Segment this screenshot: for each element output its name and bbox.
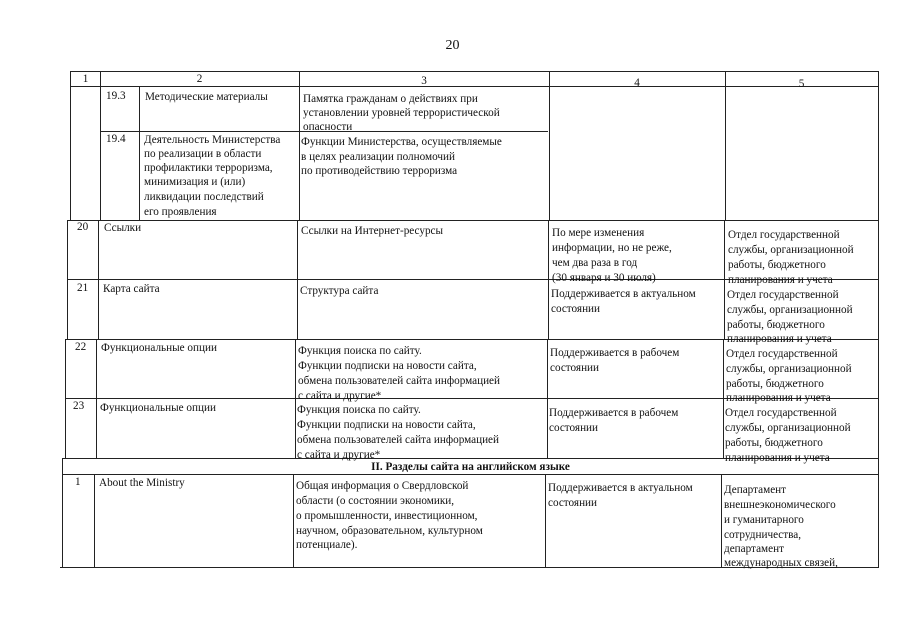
row-number: 22	[75, 341, 87, 353]
row-schedule: Поддерживается в актуальном	[548, 482, 693, 494]
row-responsible: работы, бюджетного	[727, 319, 825, 331]
row-responsible: внешнеэкономического	[724, 499, 836, 511]
column-number: 4	[634, 77, 640, 89]
row-responsible: департамент	[724, 543, 784, 555]
rule-col2	[299, 71, 300, 221]
column-number: 2	[196, 73, 203, 85]
row-number: 1	[75, 476, 81, 488]
rule-col1b	[98, 220, 99, 339]
row-content: потенциале).	[296, 539, 358, 551]
rule-left	[70, 71, 71, 221]
row-responsible: службы, организационной	[725, 422, 851, 434]
row-content: научном, образовательном, культурном	[296, 525, 483, 537]
row-content: Функции подписки на новости сайта,	[297, 419, 476, 431]
row-responsible: Отдел государственной	[728, 229, 840, 241]
rule-20-top	[68, 220, 878, 221]
row-responsible: международных связей,	[724, 557, 838, 569]
row-name: Методические материалы	[145, 91, 268, 103]
row-number: 21	[77, 282, 89, 294]
row-responsible: планирования и учета	[728, 274, 833, 286]
row-content: с сайта и другие*	[297, 449, 381, 461]
rule-col1d	[94, 474, 95, 568]
row-content: Функция поиска по сайту.	[298, 345, 422, 357]
row-name: Деятельность Министерства	[144, 134, 281, 146]
rule-col2b	[297, 220, 298, 339]
row-schedule: состоянии	[549, 422, 599, 434]
row-content: Функции подписки на новости сайта,	[298, 360, 477, 372]
row-schedule: состоянии	[548, 497, 598, 509]
row-content: Функции Министерства, осуществляемые	[301, 136, 502, 148]
section-heading: II. Разделы сайта на английском языке	[371, 461, 570, 473]
row-name: Ссылки	[104, 222, 142, 234]
row-schedule: Поддерживается в актуальном	[551, 288, 696, 300]
row-schedule: состоянии	[550, 362, 600, 374]
rule-col2d	[293, 474, 294, 568]
row-content: в целях реализации полномочий	[301, 151, 455, 163]
row-responsible: службы, организационной	[727, 304, 853, 316]
rule-col3d	[545, 474, 546, 568]
row-content: установлении уровней террористической	[303, 107, 500, 119]
row-content: Функция поиска по сайту.	[297, 404, 421, 416]
row-responsible: Отдел государственной	[726, 348, 838, 360]
row-subnumber: 19.4	[106, 133, 126, 145]
rule-col3	[549, 71, 550, 221]
rule-col3c	[547, 339, 548, 458]
row-content: Структура сайта	[300, 285, 379, 297]
row-responsible: работы, бюджетного	[725, 437, 823, 449]
column-number: 5	[798, 78, 805, 90]
row-name: по реализации в области	[144, 148, 262, 160]
row-schedule: По мере изменения	[552, 227, 645, 239]
rule-col3b	[548, 220, 549, 339]
rule-col1c	[96, 339, 97, 458]
row-name: About the Ministry	[99, 477, 185, 489]
row-name: Функциональные опции	[100, 402, 216, 414]
row-schedule: информации, но не реже,	[552, 242, 672, 254]
row-responsible: работы, бюджетного	[728, 259, 826, 271]
row-responsible: планирования и учета	[727, 333, 832, 345]
row-number: 23	[73, 400, 85, 412]
rule-subcol	[139, 86, 140, 221]
column-number: 3	[421, 75, 427, 87]
row-responsible: работы, бюджетного	[726, 378, 824, 390]
row-responsible: службы, организационной	[728, 244, 854, 256]
row-responsible: планирования и учета	[725, 452, 830, 464]
rule-left-2	[67, 220, 68, 339]
row-responsible: Отдел государственной	[727, 289, 839, 301]
column-number: 1	[82, 73, 89, 85]
row-content: о промышленности, инвестиционном,	[296, 510, 478, 522]
row-name: профилактики терроризма,	[144, 162, 273, 174]
rule-col2c	[295, 339, 296, 458]
rule-col1	[100, 71, 101, 221]
rule-left-4	[62, 458, 63, 568]
row-responsible: Отдел государственной	[725, 407, 837, 419]
row-name: минимизация и (или)	[144, 176, 246, 188]
page-number: 20	[445, 38, 460, 53]
row-content: области (о состоянии экономики,	[296, 495, 455, 507]
row-content: обмена пользователей сайта информацией	[297, 434, 500, 446]
rule-col4	[725, 71, 726, 221]
rule-col4c	[723, 339, 724, 458]
row-content: по противодействию терроризма	[301, 165, 458, 177]
row-content: Ссылки на Интернет-ресурсы	[301, 225, 444, 237]
rule-col4d	[721, 474, 722, 568]
row-responsible: службы, организационной	[726, 363, 852, 375]
row-content: Общая информация о Свердловской	[296, 480, 469, 492]
rule-col4b	[724, 220, 725, 339]
rule-right	[878, 71, 879, 568]
row-schedule: Поддерживается в рабочем	[549, 407, 679, 419]
row-responsible: сотрудничества,	[724, 529, 802, 541]
row-schedule: состоянии	[551, 303, 601, 315]
row-schedule: (30 января и 30 июля)	[552, 272, 656, 284]
row-number: 20	[77, 221, 89, 233]
row-responsible: и гуманитарного	[724, 514, 804, 526]
row-name: Функциональные опции	[101, 342, 217, 354]
row-content: с сайта и другие*	[298, 390, 382, 402]
row-name: его проявления	[144, 206, 217, 218]
row-schedule: Поддерживается в рабочем	[550, 347, 680, 359]
row-content: обмена пользователей сайта информацией	[298, 375, 501, 387]
row-name: Карта сайта	[103, 283, 160, 295]
row-responsible: Департамент	[724, 484, 787, 496]
row-name: ликвидации последствий	[144, 191, 264, 203]
row-subnumber: 19.3	[106, 90, 126, 102]
row-content: опасности	[303, 121, 353, 133]
row-schedule: чем два раза в год	[552, 257, 638, 269]
row-responsible: планирования и учета	[726, 392, 831, 404]
rule-left-3	[65, 339, 66, 458]
row-content: Памятка гражданам о действиях при	[303, 93, 478, 105]
